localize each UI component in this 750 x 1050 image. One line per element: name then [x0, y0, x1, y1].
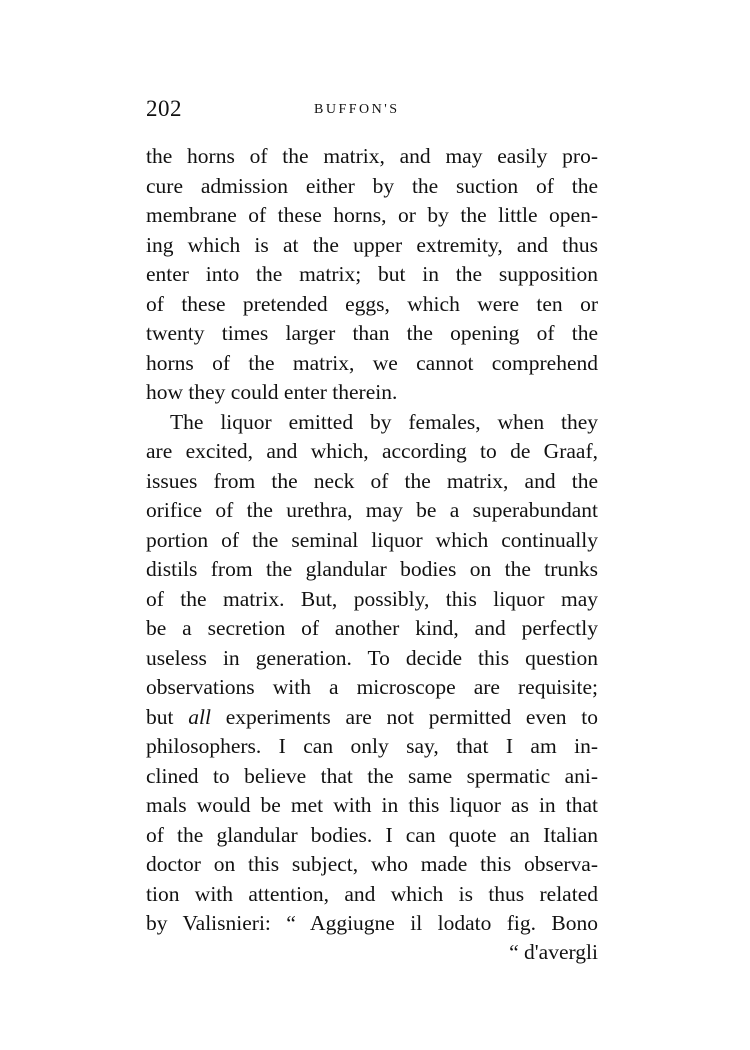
text-line: enter into the matrix; but in the supposition [146, 262, 598, 286]
text-line: clined to believe that the same spermatic ani- [146, 763, 598, 788]
text-line: be a secretion of another kind, and perfectly [146, 616, 598, 640]
text-line: membrane of these horns, or by the little open- [146, 203, 598, 227]
text-line: of the matrix. But, possibly, this liquor may [146, 586, 598, 611]
text-line: tion with attention, and which is thus related [146, 881, 598, 906]
text-line: issues from the neck of the matrix, and the [146, 468, 598, 493]
text-line: how they could enter therein. [146, 380, 398, 404]
page-number: 202 [146, 96, 182, 121]
running-title: BUFFON'S [314, 102, 400, 117]
text-line: useless in generation. To decide this question [146, 645, 598, 670]
text-line: ing which is at the upper extremity, and thus [146, 232, 598, 257]
text-line: cure admission either by the suction of the [146, 173, 598, 198]
paragraph-first-line: The liquor emitted by females, when they [170, 409, 598, 434]
catchword: “ d'avergli [509, 940, 598, 964]
text-line: are excited, and which, according to de Graaf, [146, 439, 598, 463]
text-line: philosophers. I can only say, that I am in- [146, 734, 598, 758]
text-line: observations with a microscope are requisite; [146, 675, 598, 699]
text-line: by Valisnieri: “ Aggiugne il lodato fig. Bono [146, 911, 598, 935]
text-line: but all experiments are not permitted even to [146, 704, 598, 729]
text-line: horns of the matrix, we cannot comprehend [146, 350, 598, 375]
text-line: the horns of the matrix, and may easily pro- [146, 144, 598, 168]
page-header [146, 96, 598, 132]
text-line: orifice of the urethra, may be a superabundant [146, 498, 598, 522]
text-line: twenty times larger than the opening of the [146, 321, 598, 345]
text-line: mals would be met with in this liquor as in that [146, 793, 598, 817]
body-text [146, 142, 598, 939]
text-line: doctor on this subject, who made this observa- [146, 852, 598, 876]
text-line: of the glandular bodies. I can quote an Italian [146, 822, 598, 847]
text-line: of these pretended eggs, which were ten or [146, 291, 598, 316]
italic-word: all [188, 704, 211, 729]
text-line: distils from the glandular bodies on the trunks [146, 557, 598, 581]
text-line: portion of the seminal liquor which continually [146, 527, 598, 552]
